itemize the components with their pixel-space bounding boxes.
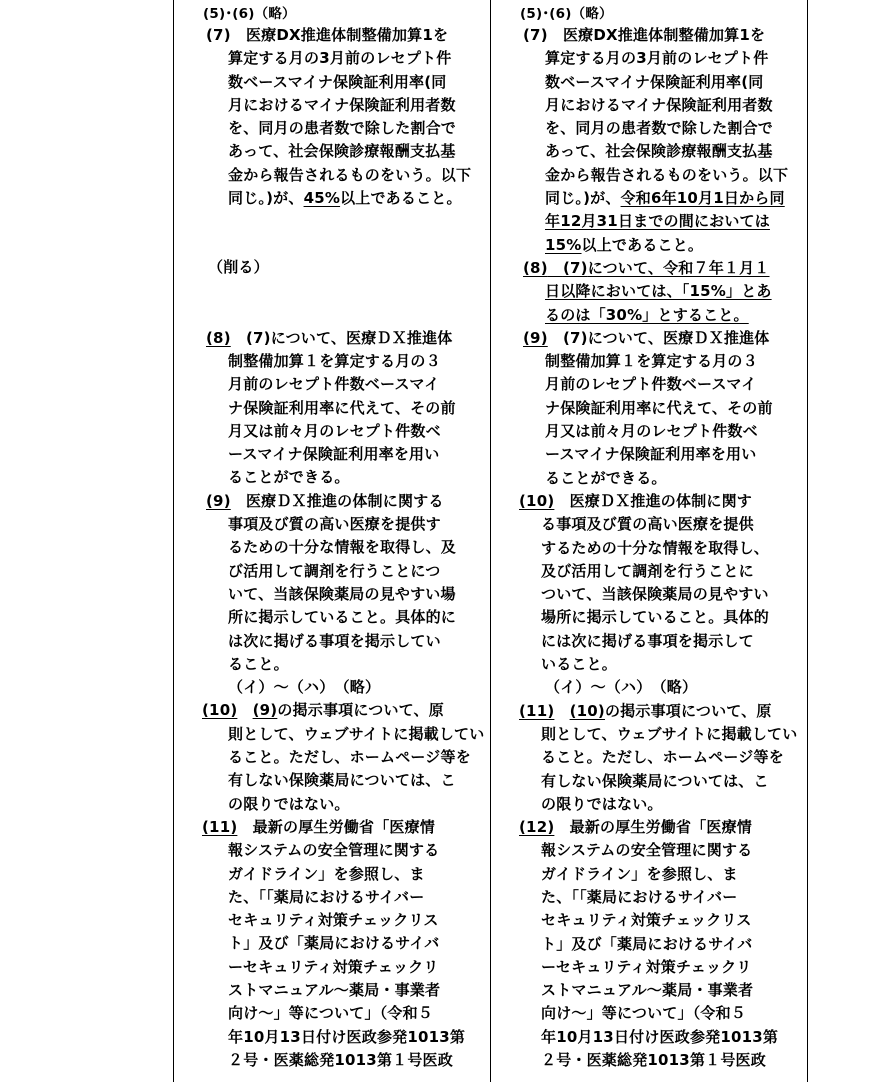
item-number: (9) xyxy=(206,491,231,510)
left-deleted-marker: （削る） xyxy=(208,258,269,277)
right-item-10: (10) 医療ＤＸ推進の体制に関す る事項及び質の高い医療を提供 するための十分な情報を取得し、 及び活用して調剤を行うことに ついて、当該保険薬局の見やすい 場所に掲示していること。具体的 には次に掲げる事項を掲示して いること。 xyxy=(519,491,770,674)
amended-value: 年12月31日までの間においては xyxy=(545,212,770,231)
left-header: (5)･(6)（略） xyxy=(203,6,296,22)
item-number: (10) xyxy=(519,491,555,510)
item-number: (11) xyxy=(202,817,238,836)
right-item-7: (7) 医療DX推進体制整備加算1を 算定する月の3月前のレセプト件 数ベースマイナ保険証利用率(同 月におけるマイナ保険証利用者数 を、同月の患者数で除した割合で あって、社会保険診療報酬支払基 金から報告されるものをいう。以下 同じ。)が、令和6年10月1日から同 年12月31日までの間においては 15%以上であること。 xyxy=(515,24,805,257)
item-number: (10) xyxy=(202,701,238,720)
table-border-right xyxy=(807,0,808,1082)
right-item-9: (9) (7)について、医療ＤＸ推進体 制整備加算１を算定する月の３ 月前のレセプト件数ベースマイ ナ保険証利用率に代えて、その前 月又は前々月のレセプト件数ベ ースマイナ保険証利用率を用い ることができる。 xyxy=(523,328,773,487)
item-number: (8) xyxy=(523,258,548,277)
left-column xyxy=(198,0,486,1082)
amended-value: 令和6年10月1日から同 xyxy=(620,189,785,208)
right-item-11: (11) (10)の掲示事項について、原 則として、ウェブサイトに掲載してい ること。ただし、ホームページ等を 有しない保険薬局については、こ の限りではない。 xyxy=(519,701,798,813)
item-number: (7) xyxy=(206,26,231,44)
item-number: (8) xyxy=(206,328,231,347)
item-number: (7) xyxy=(523,26,548,44)
item-number: (11) xyxy=(519,701,555,720)
right-sub-items: （イ）～（ハ） （略） xyxy=(545,678,698,697)
item-number: (12) xyxy=(519,818,555,837)
amended-value: 15% xyxy=(545,235,582,254)
table-border-left xyxy=(173,0,174,1082)
amended-value: 45% xyxy=(303,189,341,208)
right-column xyxy=(515,0,805,1082)
left-item-9: (9) 医療ＤＸ推進の体制に関する 事項及び質の高い医療を提供す るための十分な情報を取得し、及 び活用して調剤を行うことにつ いて、当該保険薬局の見やすい場 所に掲示していること。具体的に は次に掲げる事項を掲示してい ること。 xyxy=(206,491,457,673)
left-item-11: (11) 最新の厚生労働省「医療情 報システムの安全管理に関する ガイドライン」を参照し、ま た、「「薬局におけるサイバー セキュリティ対策チェックリス ト」及び「薬局におけるサイバ ーセキュリティ対策チェックリ ストマニュアル～薬局・事業者 向け～」等について」（令和５ 年10月13日付け医政参発1013第 ２号・医薬総発1013第１号医政 xyxy=(202,817,466,1069)
right-header: (5)･(6)（略） xyxy=(520,6,613,22)
left-sub-items: （イ）～（ハ） （略） xyxy=(228,678,381,697)
left-item-8: (8) (7)について、医療ＤＸ推進体 制整備加算１を算定する月の３ 月前のレセプト件数ベースマイ ナ保険証利用率に代えて、その前 月又は前々月のレセプト件数ベ ースマイナ保険証利用率を用い ることができる。 xyxy=(206,328,456,487)
right-item-8: (8) (7)について、令和７年１月１ 日以降においては、「15%」とあ るのは「30%」とすること。 xyxy=(523,258,772,324)
right-item-12: (12) 最新の厚生労働省「医療情 報システムの安全管理に関する ガイドライン」を参照し、ま た、「「薬局におけるサイバー セキュリティ対策チェックリス ト」及び「薬局におけるサイバ ーセキュリティ対策チェックリ ストマニュアル～薬局・事業者 向け～」等について」（令和５ 年10月13日付け医政参発1013第 ２号・医薬総発1013第１号医政 xyxy=(519,818,779,1070)
table-border-middle xyxy=(490,0,491,1082)
left-item-7: (7) 医療DX推進体制整備加算1を 算定する月の3月前のレセプト件 数ベースマイナ保険証利用率(同 月におけるマイナ保険証利用者数 を、同月の患者数で除した割合で あって、社会保険診療報酬支払基 金から報告されるものをいう。以下 同じ。)が、45%以上であること。 xyxy=(206,26,472,208)
item-number: (9) xyxy=(523,328,548,347)
left-item-10: (10) (9)の掲示事項について、原 則として、ウェブサイトに掲載してい ること。ただし、ホームページ等を 有しない保険薬局については、こ の限りではない。 xyxy=(202,701,485,813)
